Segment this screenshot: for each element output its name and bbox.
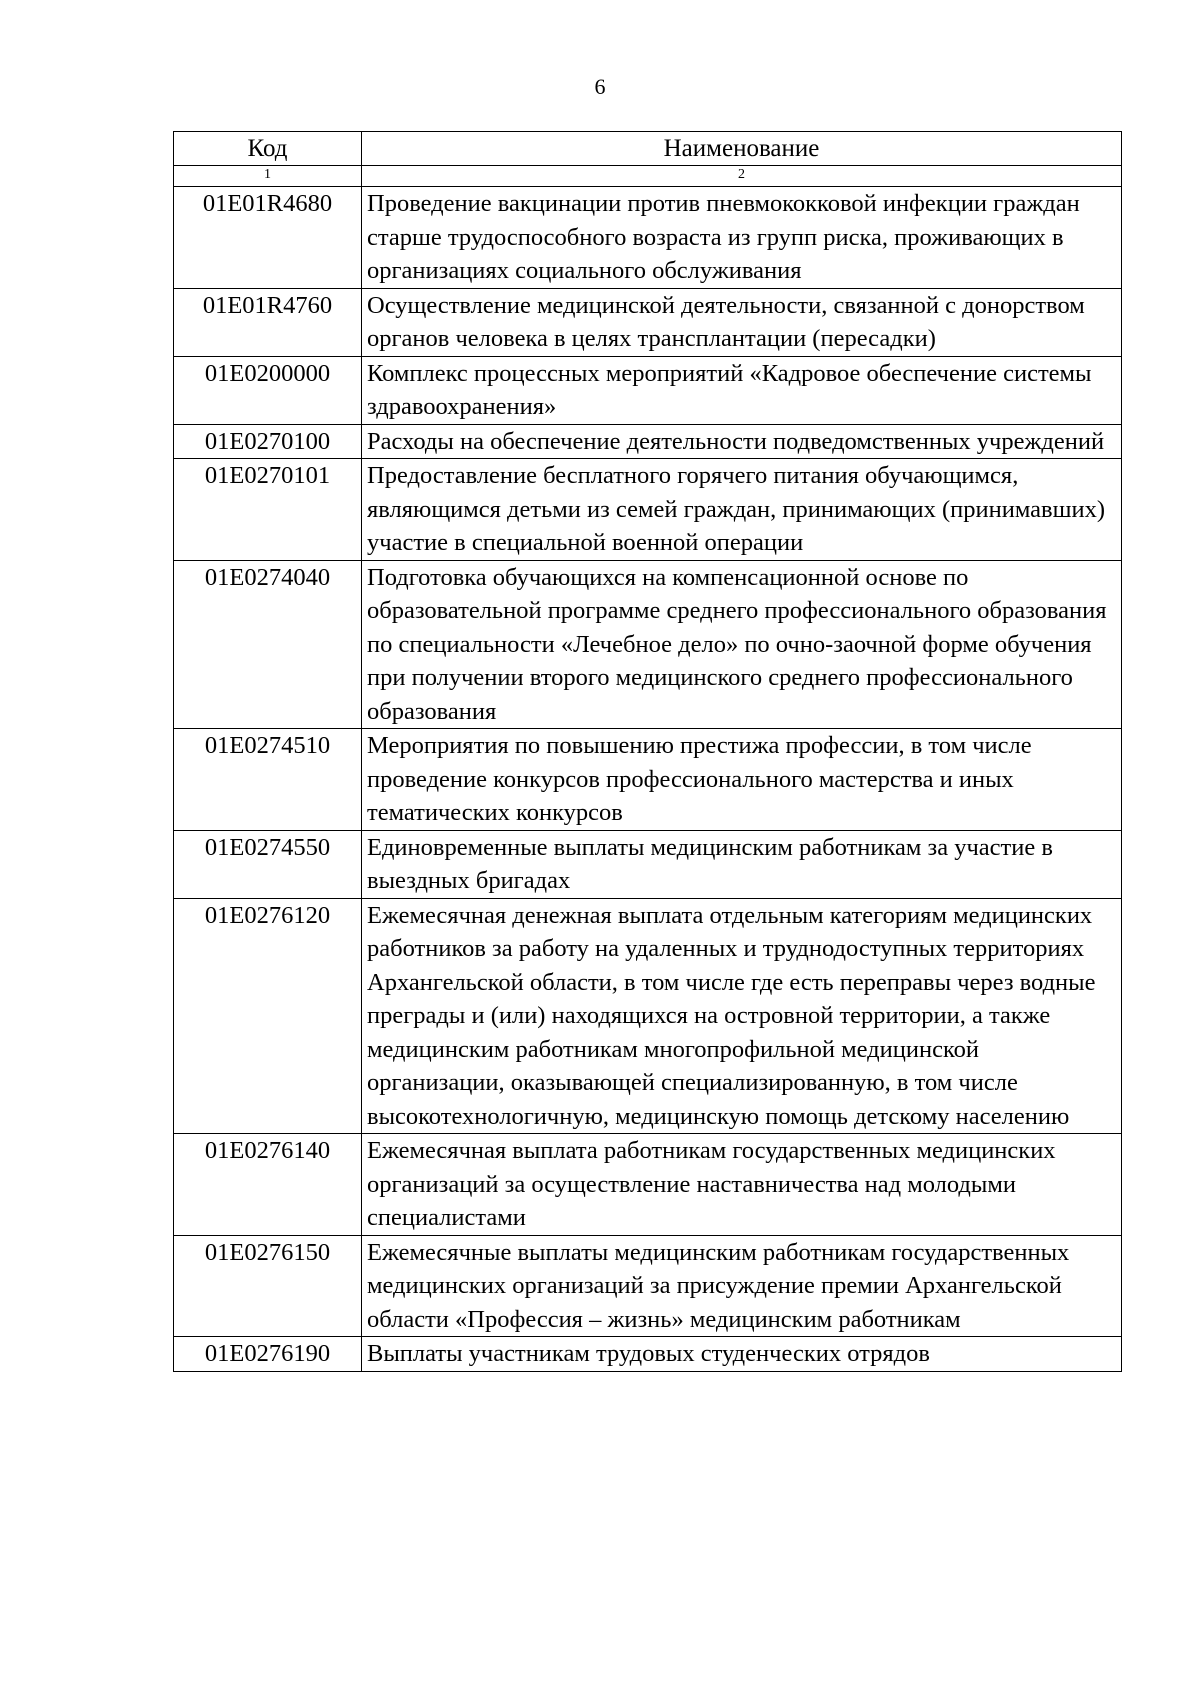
budget-codes-table — [173, 131, 1122, 1372]
row-code: 01E01R4680 — [174, 187, 362, 289]
table-header — [174, 132, 1122, 187]
row-code: 01E0274510 — [174, 729, 362, 831]
table-row — [174, 187, 1122, 289]
table-row — [174, 288, 1122, 356]
row-name: Единовременные выплаты медицинским работникам за участие в выездных бригадах — [362, 830, 1122, 898]
row-code: 01E0276120 — [174, 898, 362, 1134]
row-name: Расходы на обеспечение деятельности подведомственных учреждений — [362, 424, 1122, 459]
column-number-1: 1 — [174, 166, 362, 187]
row-code: 01E0276190 — [174, 1337, 362, 1372]
table-row — [174, 356, 1122, 424]
row-name: Ежемесячная денежная выплата отдельным категориям медицинских работников за работу на удаленных и труднодоступных территориях Архангельской области, в том числе где есть переправы через водные преграды и (или) находящихся на островной территории, а также медицинским работникам многопрофильной медицинской организации, оказывающей специализированную, в том числе высокотехнологичную, медицинскую помощь детскому населению — [362, 898, 1122, 1134]
row-name: Комплекс процессных мероприятий «Кадровое обеспечение системы здравоохранения» — [362, 356, 1122, 424]
row-code: 01E01R4760 — [174, 288, 362, 356]
table-row — [174, 560, 1122, 729]
table-row — [174, 459, 1122, 561]
row-code: 01E0274550 — [174, 830, 362, 898]
row-code: 01E0276150 — [174, 1235, 362, 1337]
header-code: Код — [174, 132, 362, 166]
header-name: Наименование — [362, 132, 1122, 166]
row-name: Ежемесячные выплаты медицинским работникам государственных медицинских организаций за присуждение премии Архангельской области «Профессия – жизнь» медицинским работникам — [362, 1235, 1122, 1337]
table-row — [174, 729, 1122, 831]
table-row — [174, 1337, 1122, 1372]
row-code: 01E0274040 — [174, 560, 362, 729]
row-name: Выплаты участникам трудовых студенческих отрядов — [362, 1337, 1122, 1372]
column-number-row — [174, 166, 1122, 187]
row-name: Осуществление медицинской деятельности, связанной с донорством органов человека в целях трансплантации (пересадки) — [362, 288, 1122, 356]
row-code: 01E0200000 — [174, 356, 362, 424]
header-row — [174, 132, 1122, 166]
row-name: Подготовка обучающихся на компенсационной основе по образовательной программе среднего профессионального образования по специальности «Лечебное дело» по очно-заочной форме обучения при получении второго медицинского среднего профессионального образования — [362, 560, 1122, 729]
row-code: 01E0276140 — [174, 1134, 362, 1236]
row-name: Проведение вакцинации против пневмококковой инфекции граждан старше трудоспособного возраста из групп риска, проживающих в организациях социального обслуживания — [362, 187, 1122, 289]
row-code: 01E0270100 — [174, 424, 362, 459]
table-row — [174, 424, 1122, 459]
row-name: Ежемесячная выплата работникам государственных медицинских организаций за осуществление наставничества над молодыми специалистами — [362, 1134, 1122, 1236]
table-row — [174, 898, 1122, 1134]
table-row — [174, 1134, 1122, 1236]
column-number-2: 2 — [362, 166, 1122, 187]
table-row — [174, 1235, 1122, 1337]
row-name: Предоставление бесплатного горячего питания обучающимся, являющимся детьми из семей граждан, принимающих (принимавших) участие в специальной военной операции — [362, 459, 1122, 561]
row-code: 01E0270101 — [174, 459, 362, 561]
row-name: Мероприятия по повышению престижа профессии, в том числе проведение конкурсов профессионального мастерства и иных тематических конкурсов — [362, 729, 1122, 831]
table-row — [174, 830, 1122, 898]
table-body — [174, 187, 1122, 1372]
page-number: 6 — [594, 74, 606, 99]
